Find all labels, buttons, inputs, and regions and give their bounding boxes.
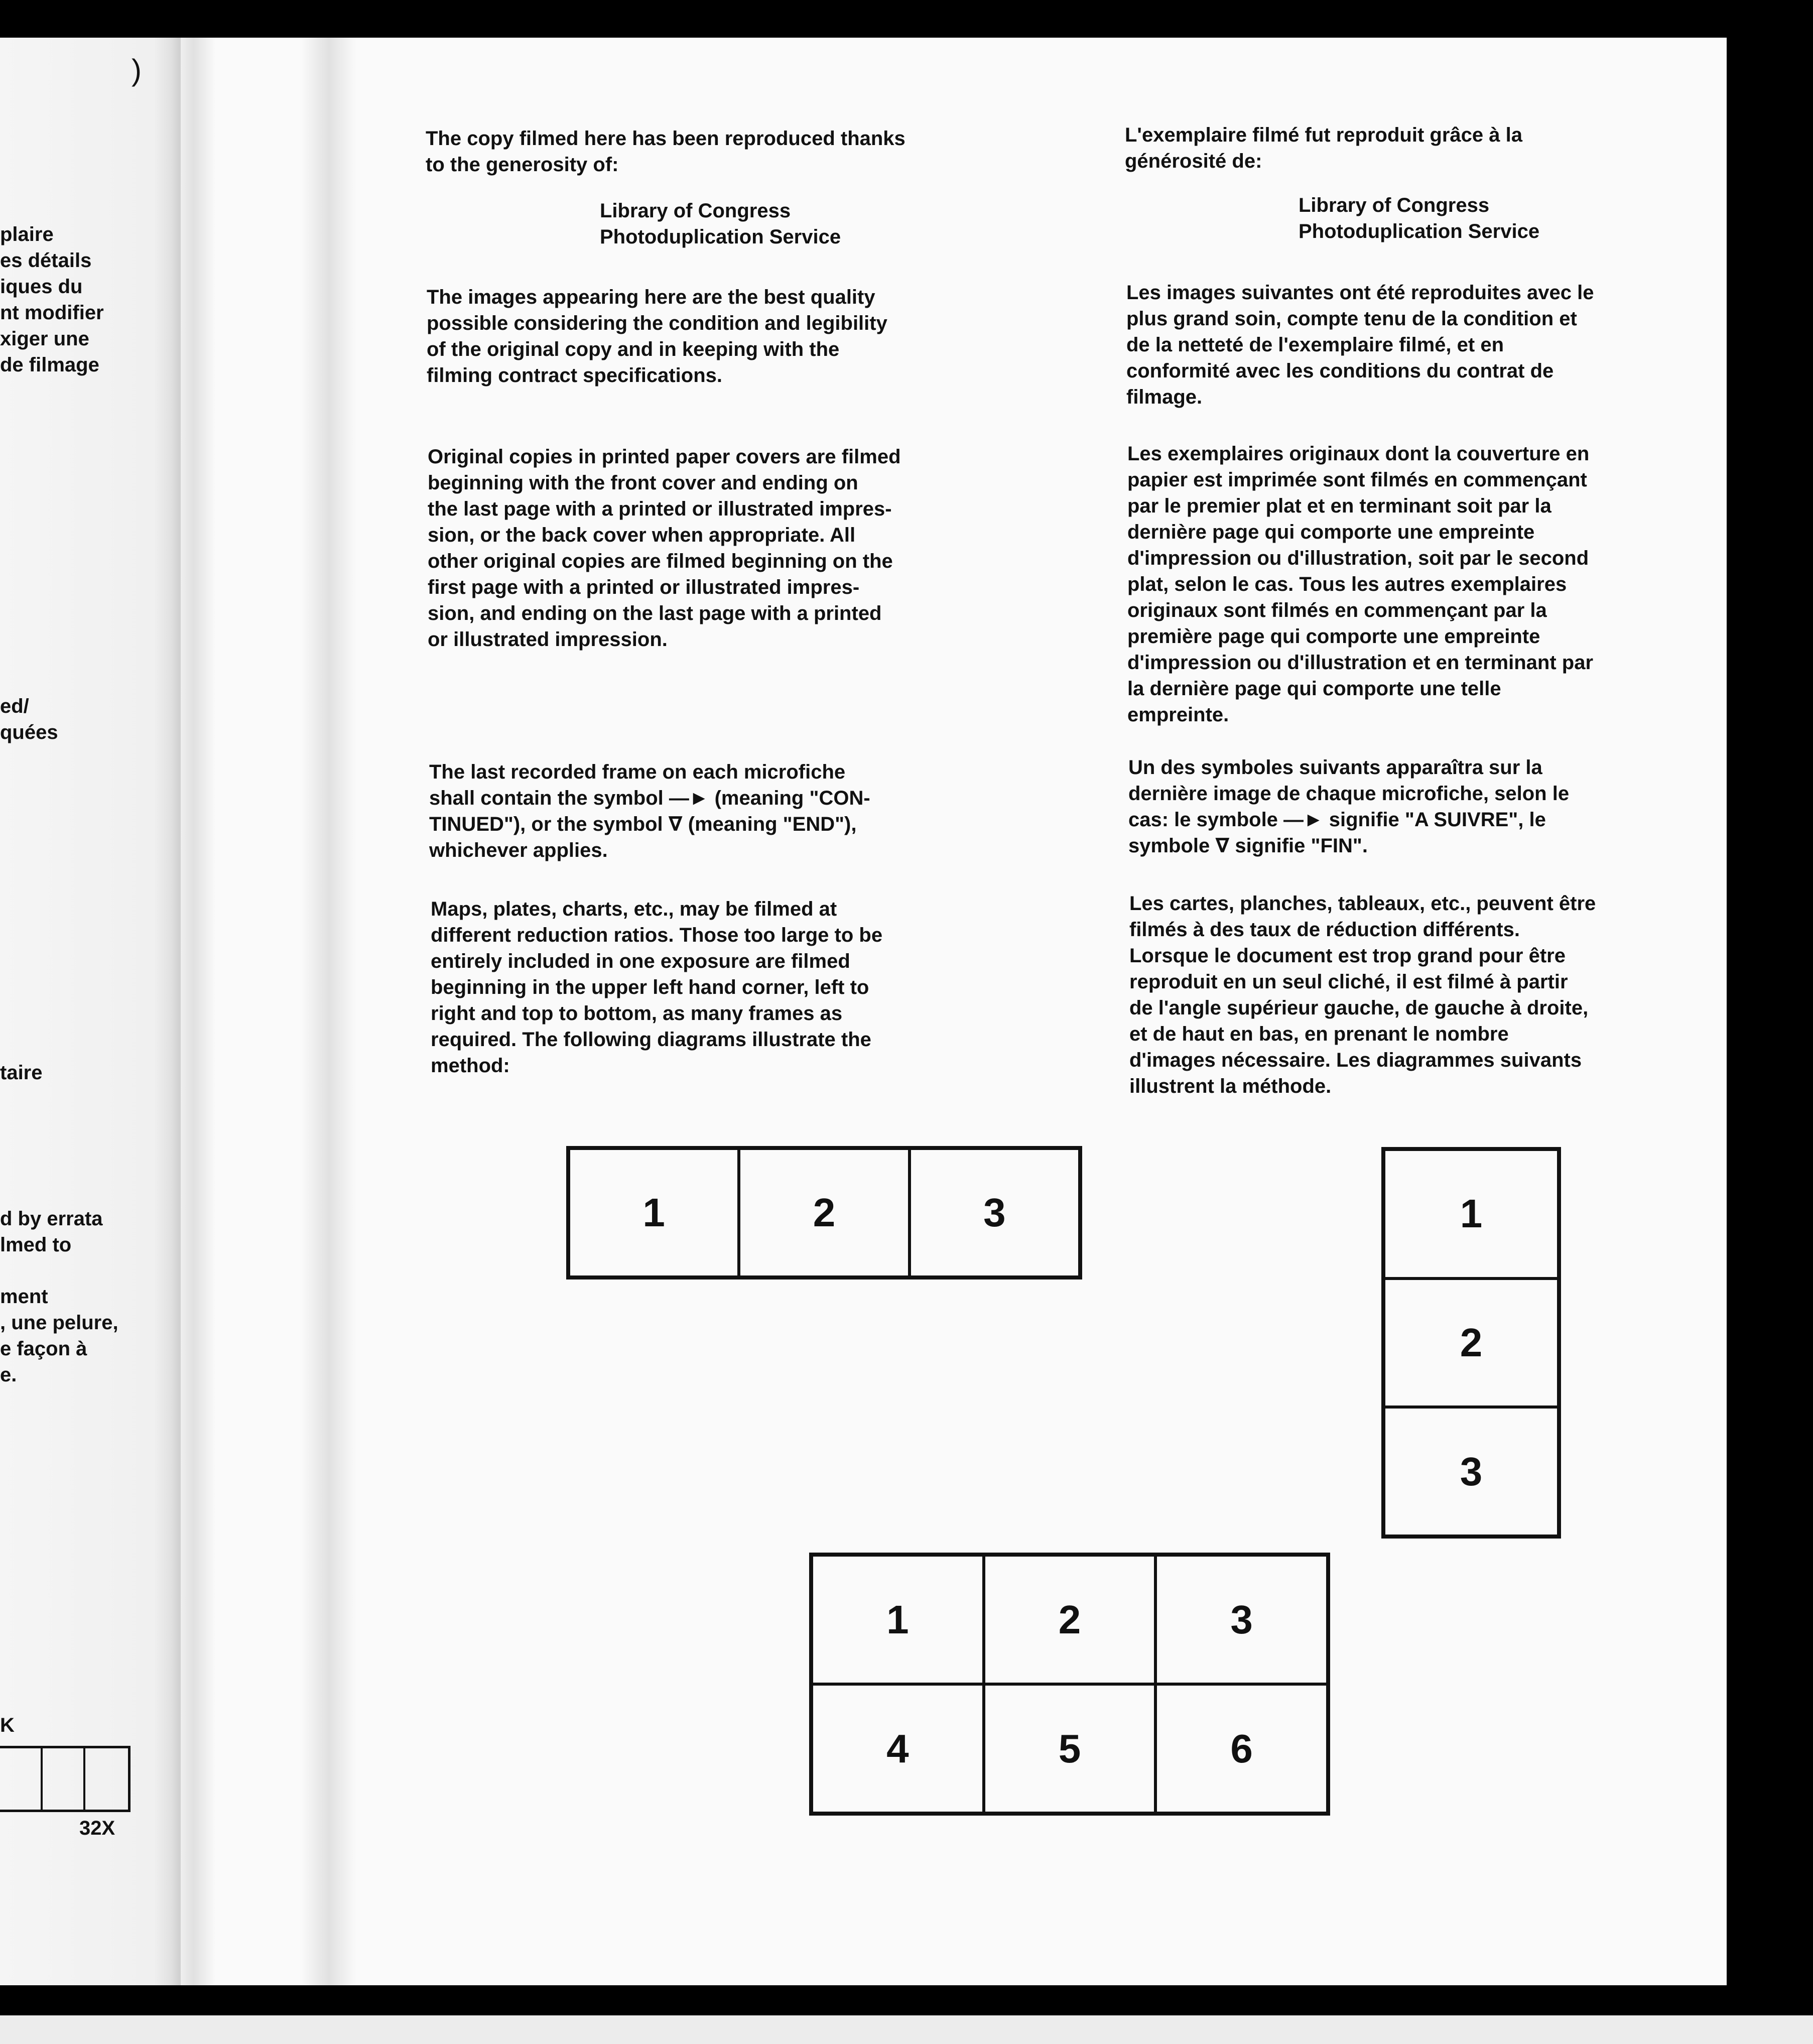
fragment-text: quées bbox=[0, 721, 58, 743]
french-paragraph-maps: Les cartes, planches, tableaux, etc., peuvent être filmés à des taux de réduction différents. Lorsque le document est trop grand pour être reproduit en un seul cliché, il est filmé à partir de l'angle supérieur gauche, de gauche à droite, et de haut en bas, en prenant le nombre d'images nécessaire. Les diagrammes suivants illustrent la méthode. bbox=[1129, 892, 1596, 1097]
frame-cell: 2 bbox=[1384, 1279, 1559, 1408]
microfilm-edge-strip bbox=[0, 2015, 1813, 2044]
pen-mark: ) bbox=[132, 53, 142, 87]
english-library-credit: Library of Congress Photoduplication Service bbox=[600, 200, 841, 248]
fragment-text: es détails bbox=[0, 249, 92, 272]
french-paragraph-quality: Les images suivantes ont été reproduites avec le plus grand soin, compte tenu de la condition et de la netteté de l'exemplaire filmé, et en conformité avec les conditions du contrat de filmage. bbox=[1126, 282, 1594, 408]
microfilm-border bbox=[0, 1985, 1813, 2015]
frame-cell: 1 bbox=[812, 1555, 984, 1684]
frame-cell: 6 bbox=[1155, 1684, 1328, 1813]
french-paragraph-covers: Les exemplaires originaux dont la couverture en papier est imprimée sont filmés en commençant par le premier plat et en terminant soit par la dernière page qui comporte une empreinte d'impression ou d'illustration, soit par le second plat, selon le cas. Tous les autres exemplaires originaux sont filmés en commençant par la première page qui comporte une empreinte d'impression ou d'illustration et en terminant par la dernière page qui comporte une telle empreinte. bbox=[1127, 443, 1594, 726]
frame-cell: 4 bbox=[812, 1684, 984, 1813]
frame-cell: 3 bbox=[1384, 1407, 1559, 1536]
scale-label: 32X bbox=[79, 1817, 115, 1839]
english-paragraph-maps: Maps, plates, charts, etc., may be filmed at different reduction ratios. Those too large to be entirely included in one exposure are filmed beginning in the upper left hand corner, left to right and top to bottom, as many frames as required. The following diagrams illustrate the method: bbox=[431, 898, 883, 1077]
french-paragraph-symbols: Un des symboles suivants apparaîtra sur la dernière image de chaque microfiche, selon le cas: le symbole —► signifie "A SUIVRE", le symbole ∇ signifie "FIN". bbox=[1128, 756, 1570, 857]
fragment-text: ed/ bbox=[0, 695, 29, 717]
frame-cell: 2 bbox=[984, 1555, 1156, 1684]
french-intro: L'exemplaire filmé fut reproduit grâce à la générosité de: bbox=[1125, 124, 1522, 172]
frame-cell: 1 bbox=[1384, 1149, 1559, 1279]
fragment-text: de filmage bbox=[0, 354, 99, 376]
fragment-text: iques du bbox=[0, 276, 83, 298]
frame-cell: 5 bbox=[984, 1684, 1156, 1813]
reduction-scale-boxes bbox=[0, 1746, 131, 1812]
english-paragraph-symbols: The last recorded frame on each microfiche shall contain the symbol —► (meaning "CON- TINUED"), or the symbol ∇ (meaning "END"), whichever applies. bbox=[429, 761, 870, 861]
english-intro: The copy filmed here has been reproduced thanks to the generosity of: bbox=[426, 127, 905, 176]
page-right-edge bbox=[1727, 38, 1742, 1985]
english-paragraph-covers: Original copies in printed paper covers are filmed beginning with the front cover and ending on the last page with a printed or illustrated impres- sion, or the back cover when appropriate. All other original copies are filmed beginning on the first page with a printed or illustrated impres- sion, and ending on the last page with a printed or illustrated impression. bbox=[428, 446, 901, 651]
fragment-text: lmed to bbox=[0, 1234, 72, 1256]
frame-cell: 2 bbox=[739, 1148, 909, 1277]
diagram-horizontal bbox=[566, 1146, 1082, 1280]
fragment-text: ment bbox=[0, 1286, 48, 1308]
frame-cell: 3 bbox=[1155, 1555, 1328, 1684]
page-fold-shadow bbox=[301, 38, 356, 1985]
fragment-text: e. bbox=[0, 1364, 17, 1386]
page-fold-shadow bbox=[171, 38, 216, 1985]
fragment-text: plaire bbox=[0, 223, 54, 245]
frame-cell: 1 bbox=[569, 1148, 739, 1277]
fragment-text: d by errata bbox=[0, 1208, 103, 1230]
fragment-text: e façon à bbox=[0, 1338, 87, 1360]
frame-cell: 3 bbox=[910, 1148, 1080, 1277]
diagram-vertical bbox=[1381, 1147, 1561, 1539]
fragment-text: K bbox=[0, 1714, 15, 1736]
french-library-credit: Library of Congress Photoduplication Service bbox=[1299, 194, 1540, 242]
diagram-grid bbox=[809, 1553, 1330, 1816]
english-paragraph-quality: The images appearing here are the best quality possible considering the condition and legibility of the original copy and in keeping with the filming contract specifications. bbox=[427, 286, 887, 387]
fragment-text: xiger une bbox=[0, 328, 89, 350]
fragment-text: , une pelure, bbox=[0, 1312, 118, 1334]
fragment-text: taire bbox=[0, 1062, 43, 1084]
fragment-text: nt modifier bbox=[0, 302, 104, 324]
